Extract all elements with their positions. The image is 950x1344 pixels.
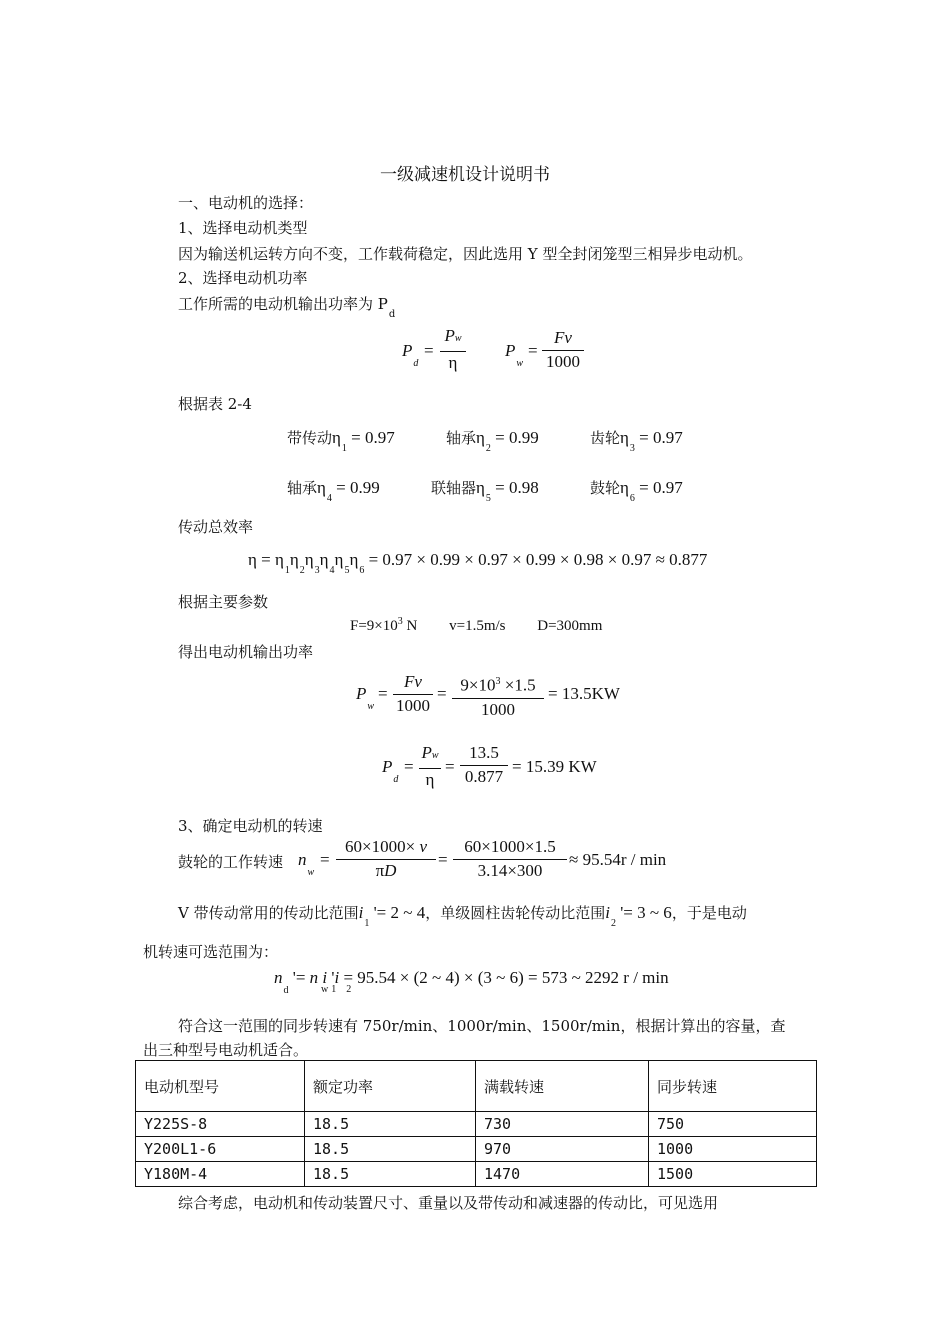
nw-result: ≈ 95.54r / min bbox=[569, 850, 667, 869]
efficiency-2: 轴承$\eta_2 = 0.99$ bbox=[446, 428, 539, 454]
fraction-pw-eta: $\frac{Pw}{\eta}$ bbox=[419, 743, 441, 790]
table-cell: 18.5 bbox=[305, 1112, 476, 1137]
table-row bbox=[136, 1112, 817, 1137]
equals-sign: = bbox=[437, 684, 447, 703]
paragraph: 出三种型号电动机适合。 bbox=[143, 1041, 309, 1059]
formula-pd: $P_d$ bbox=[402, 341, 419, 369]
table-cell: 18.5 bbox=[305, 1137, 476, 1162]
formula-nd-subs: w 1 2 bbox=[321, 984, 352, 995]
paragraph: 因为输送机运转方向不变，工作载荷稳定，因此选用 Y 型全封闭笼型三相异步电动机。 bbox=[178, 245, 753, 263]
paragraph bbox=[178, 294, 396, 320]
column-header: 额定功率 bbox=[305, 1061, 476, 1112]
table-cell: 1000 bbox=[649, 1137, 817, 1162]
formula-nd: $n_d$ '= n i 'i = 95.54 × (2 ~ 4) × (3 ~ 6) = 573 ~ 2292 r / min bbox=[274, 968, 669, 996]
formula-pw-calc: $P_w$ bbox=[356, 684, 375, 712]
table-row bbox=[136, 1137, 817, 1162]
table-cell: 1500 bbox=[649, 1162, 817, 1187]
equals-sign: = bbox=[424, 341, 434, 360]
total-efficiency-formula: $\eta = \eta_1\eta_2\eta_3\eta_4\eta_5\eta_6 = 0.97 \times 0.99 \times 0.97 \times 0.99 \times 0.98 \times 0.97 \approx 0.877$ bbox=[248, 550, 708, 576]
efficiency-6: 鼓轮$\eta_6 = 0.97$ bbox=[590, 478, 683, 504]
table-row bbox=[136, 1162, 817, 1187]
paragraph: 综合考虑，电动机和传动装置尺寸、重量以及带传动和减速器的传动比，可见选用 bbox=[178, 1194, 719, 1212]
column-header: 满载转速 bbox=[476, 1061, 649, 1112]
fraction-pw-eta: $\frac{Pw}{\eta}$ bbox=[440, 326, 466, 373]
table-cell: 18.5 bbox=[305, 1162, 476, 1187]
paragraph: 鼓轮的工作转速 bbox=[178, 853, 284, 871]
paragraph: 得出电动机输出功率 bbox=[178, 643, 314, 661]
fraction-nw: $\frac{60\times 1000\times v}{\pi D}$ bbox=[336, 837, 436, 881]
pw-result: = 13.5KW bbox=[548, 684, 620, 703]
column-header: 电动机型号 bbox=[136, 1061, 305, 1112]
fraction-fv-1000: $\frac{Fv}{1000}$ bbox=[542, 328, 584, 372]
table-cell: 730 bbox=[476, 1112, 649, 1137]
fraction-numeric: $\frac{9\times 10^3 \times 1.5}{1000}$ bbox=[452, 672, 544, 720]
formula-nw: $n_w$ bbox=[298, 850, 315, 878]
paragraph: 符合这一范围的同步转速有 750r/min、1000r/min、1500r/min，根据计算出的容量，查 bbox=[178, 1017, 786, 1035]
equals-sign: = bbox=[320, 850, 330, 869]
equals-sign: = bbox=[438, 850, 448, 869]
paragraph: 传动总效率 bbox=[178, 518, 254, 536]
table-cell: 970 bbox=[476, 1137, 649, 1162]
subscript: d bbox=[388, 309, 396, 320]
efficiency-3: 齿轮$\eta_3 = 0.97$ bbox=[590, 428, 683, 454]
table-cell: Y180M-4 bbox=[136, 1162, 305, 1187]
paragraph: 机转速可选范围为： bbox=[143, 943, 279, 961]
table-cell: Y225S-8 bbox=[136, 1112, 305, 1137]
paragraph: 根据主要参数 bbox=[178, 593, 269, 611]
pd-result: = 15.39 KW bbox=[512, 757, 597, 776]
fraction-nw-numeric: $\frac{60\times 1000\times 1.5}{3.14\times 300}$ bbox=[453, 837, 567, 881]
page-title: 一级减速机设计说明书 bbox=[380, 165, 550, 185]
subsection-heading: 2、选择电动机功率 bbox=[178, 269, 308, 287]
table-header-row bbox=[136, 1061, 817, 1112]
paragraph-text: 工作所需的电动机输出功率为 P bbox=[178, 295, 388, 313]
parameters-line: $F=9\times 10^3$ N v=1.5m/s D=300mm bbox=[350, 616, 603, 634]
paragraph: V 带传动常用的传动比范围$i_1$ '= 2 ~ 4，单级圆柱齿轮传动比范围$i_2$ '= 3 ~ 6，于是电动 bbox=[178, 903, 747, 929]
equals-sign: = bbox=[528, 341, 538, 360]
table-cell: Y200L1-6 bbox=[136, 1137, 305, 1162]
table-cell: 750 bbox=[649, 1112, 817, 1137]
motor-table bbox=[135, 1060, 817, 1187]
formula-pd-calc: $P_d$ bbox=[382, 757, 399, 785]
paragraph: 根据表 2-4 bbox=[178, 395, 252, 413]
section-heading: 一、电动机的选择： bbox=[178, 194, 314, 212]
table-cell: 1470 bbox=[476, 1162, 649, 1187]
equals-sign: = bbox=[378, 684, 388, 703]
subsection-heading: 3、确定电动机的转速 bbox=[178, 817, 323, 835]
efficiency-1: 带传动$\eta_1 = 0.97$ bbox=[287, 428, 395, 454]
formula-pw: $P_w$ bbox=[505, 341, 524, 369]
subsection-heading: 1、选择电动机类型 bbox=[178, 219, 308, 237]
fraction-numeric: $\frac{13.5}{0.877}$ bbox=[460, 743, 508, 787]
efficiency-4: 轴承$\eta_4 = 0.99$ bbox=[287, 478, 380, 504]
column-header: 同步转速 bbox=[649, 1061, 817, 1112]
fraction-fv-1000: $\frac{Fv}{1000}$ bbox=[393, 672, 433, 716]
efficiency-5: 联轴器$\eta_5 = 0.98$ bbox=[431, 478, 539, 504]
equals-sign: = bbox=[445, 757, 455, 776]
equals-sign: = bbox=[404, 757, 414, 776]
